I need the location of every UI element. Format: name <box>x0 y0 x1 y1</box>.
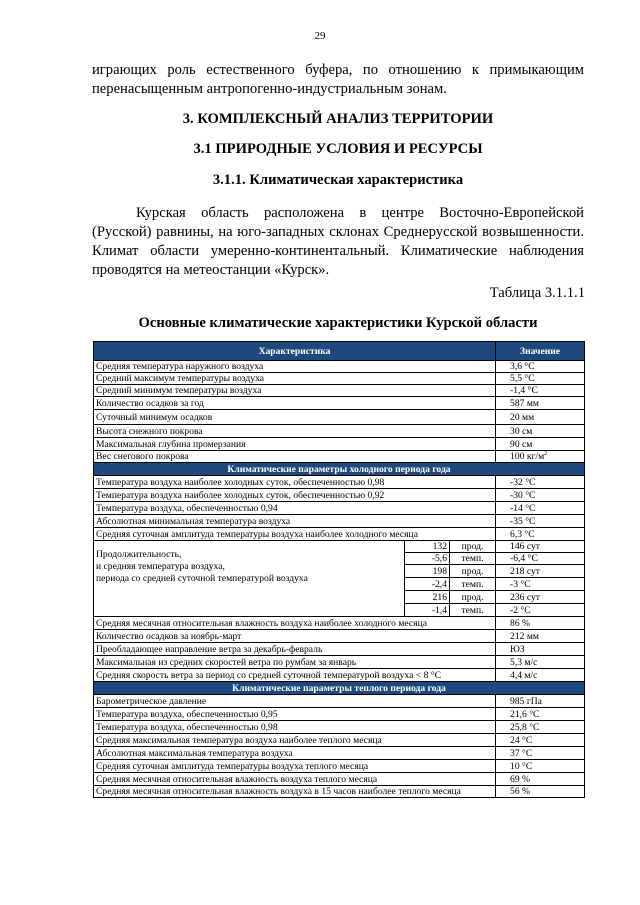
section-row-cold <box>94 463 585 476</box>
duration-value: -6,4 °С <box>496 553 585 565</box>
duration-value: 236 сут <box>496 591 585 604</box>
duration-threshold: 216 <box>405 591 450 604</box>
table-row <box>94 786 585 798</box>
row-value: -14 °С <box>496 502 585 515</box>
table-header-row <box>94 342 585 361</box>
table-row <box>94 643 585 656</box>
table-row <box>94 502 585 515</box>
table-row <box>94 397 585 410</box>
row-label: Средняя скорость ветра за период со средней суточной температурой воздуха < 8 °С <box>94 669 496 682</box>
table-row <box>94 385 585 397</box>
duration-label <box>94 541 405 617</box>
row-label: Средняя температура наружного воздуха <box>94 361 496 373</box>
duration-threshold: 132 <box>405 541 450 553</box>
duration-label-line: Продолжительность, <box>96 549 182 560</box>
row-value: 37 °С <box>496 747 585 760</box>
table-row <box>94 425 585 438</box>
duration-threshold: -5,6 <box>405 553 450 565</box>
duration-label-line: и средняя температура воздуха, <box>96 561 225 572</box>
table-row <box>94 373 585 385</box>
row-label: Температура воздуха, обеспеченностью 0,94 <box>94 502 496 515</box>
row-label: Средний максимум температуры воздуха <box>94 373 496 385</box>
section-title-cold: Климатические параметры холодного периода года <box>94 463 585 476</box>
row-value: 20 мм <box>496 410 585 425</box>
section-title-warm: Климатические параметры теплого периода года <box>94 682 585 695</box>
duration-kind: темп. <box>450 604 496 617</box>
row-value: 3,6 °С <box>496 361 585 373</box>
row-label: Температура воздуха наиболее холодных суток, обеспеченностью 0,98 <box>94 476 496 489</box>
row-value: 985 гПа <box>496 695 585 708</box>
table-row <box>94 695 585 708</box>
row-label: Максимальная глубина промерзания <box>94 438 496 451</box>
table-row <box>94 438 585 451</box>
table-row <box>94 451 585 463</box>
row-label: Максимальная из средних скоростей ветра по румбам за январь <box>94 656 496 669</box>
row-value: 69 % <box>496 773 585 786</box>
row-value: 10 °С <box>496 760 585 773</box>
subsubsection-heading: 3.1.1. Климатическая характеристика <box>212 172 464 188</box>
row-label: Температура воздуха наиболее холодных суток, обеспеченностью 0,92 <box>94 489 496 502</box>
table-row <box>94 773 585 786</box>
section-row-warm <box>94 682 585 695</box>
row-label: Барометрическое давление <box>94 695 496 708</box>
row-label: Средняя месячная относительная влажность воздуха теплого месяца <box>94 773 496 786</box>
row-label: Абсолютная минимальная температура воздуха <box>94 515 496 528</box>
duration-kind: прод. <box>450 541 496 553</box>
duration-value: -2 °С <box>496 604 585 617</box>
table-row <box>94 721 585 734</box>
duration-value: -3 °С <box>496 578 585 591</box>
table-row <box>94 669 585 682</box>
duration-threshold: -2,4 <box>405 578 450 591</box>
table-row <box>94 708 585 721</box>
row-label: Средняя максимальная температура воздуха наиболее теплого месяца <box>94 734 496 747</box>
row-value: 24 °С <box>496 734 585 747</box>
table-row <box>94 476 585 489</box>
table-row <box>94 528 585 541</box>
row-label: Средняя суточная амплитуда температуры воздуха наиболее холодного месяца <box>94 528 496 541</box>
row-value: 86 % <box>496 617 585 630</box>
section-heading: 3. КОМПЛЕКСНЫЙ АНАЛИЗ ТЕРРИТОРИИ <box>182 111 494 127</box>
duration-kind: прод. <box>450 565 496 578</box>
duration-label-line: периода со средней суточной температурой воздуха <box>96 573 308 584</box>
row-value: 5,3 м/с <box>496 656 585 669</box>
row-label: Средняя месячная относительная влажность воздуха в 15 часов наиболее теплого месяца <box>94 786 496 798</box>
row-label: Абсолютная максимальная температура воздуха <box>94 747 496 760</box>
duration-value: 146 сут <box>496 541 585 553</box>
table-row <box>94 361 585 373</box>
table-row <box>94 630 585 643</box>
row-value: -1,4 °С <box>496 385 585 397</box>
climate-paragraph: Курская область расположена в центре Восточно-Европейской (Русской) равнины, на юго-западных склонах Среднерусской возвышенности. Климат области умеренно-континентальный. Климатические наблюдения проводятся на метеостанции «Курск». <box>92 205 584 278</box>
table-row <box>94 734 585 747</box>
table-row <box>94 410 585 425</box>
table-row <box>94 747 585 760</box>
table-row <box>94 617 585 630</box>
row-value: 5,5 °С <box>496 373 585 385</box>
row-label: Количество осадков за ноябрь-март <box>94 630 496 643</box>
row-value: ЮЗ <box>496 643 585 656</box>
row-value: 25,8 °С <box>496 721 585 734</box>
row-value: -30 °С <box>496 489 585 502</box>
climate-table <box>93 341 585 798</box>
table-row <box>94 489 585 502</box>
row-value: 56 % <box>496 786 585 798</box>
unit-superscript: 2 <box>544 450 548 457</box>
table-row <box>94 515 585 528</box>
column-header-characteristic: Характеристика <box>94 342 496 361</box>
row-label: Температура воздуха, обеспеченностью 0,98 <box>94 721 496 734</box>
table-title: Основные климатические характеристики Курской области <box>138 315 538 331</box>
row-label: Средний минимум температуры воздуха <box>94 385 496 397</box>
duration-kind: прод. <box>450 591 496 604</box>
column-header-value: Значение <box>496 342 585 361</box>
row-label: Преобладающее направление ветра за декабрь-февраль <box>94 643 496 656</box>
row-value: 6,3 °С <box>496 528 585 541</box>
row-label: Средняя месячная относительная влажность воздуха наиболее холодного месяца <box>94 617 496 630</box>
row-value-text: 100 кг/м <box>510 451 545 462</box>
row-value: 212 мм <box>496 630 585 643</box>
intro-paragraph: играющих роль естественного буфера, по отношению к примыкающим перенасыщенным антропогенно-индустриальным зонам. <box>92 62 584 97</box>
duration-kind: темп. <box>450 553 496 565</box>
duration-threshold: -1,4 <box>405 604 450 617</box>
table-number: Таблица 3.1.1.1 <box>489 285 585 301</box>
table-row <box>94 656 585 669</box>
subsection-heading: 3.1 ПРИРОДНЫЕ УСЛОВИЯ И РЕСУРСЫ <box>193 141 483 157</box>
row-value: 90 см <box>496 438 585 451</box>
row-label: Температура воздуха, обеспеченностью 0,95 <box>94 708 496 721</box>
duration-threshold: 198 <box>405 565 450 578</box>
row-label: Количество осадков за год <box>94 397 496 410</box>
row-value: 587 мм <box>496 397 585 410</box>
row-value: 21,6 °С <box>496 708 585 721</box>
duration-value: 218 сут <box>496 565 585 578</box>
row-value: -32 °С <box>496 476 585 489</box>
row-label: Высота снежного покрова <box>94 425 496 438</box>
row-label: Вес снегового покрова <box>94 451 496 463</box>
row-value: 4,4 м/с <box>496 669 585 682</box>
duration-kind: темп. <box>450 578 496 591</box>
row-value: 30 см <box>496 425 585 438</box>
row-label: Средняя суточная амплитуда температуры воздуха теплого месяца <box>94 760 496 773</box>
row-label: Суточный минимум осадков <box>94 410 496 425</box>
row-value <box>496 451 585 463</box>
table-row <box>94 760 585 773</box>
page-number: 29 <box>314 30 326 42</box>
row-value: -35 °С <box>496 515 585 528</box>
duration-row <box>94 541 585 553</box>
